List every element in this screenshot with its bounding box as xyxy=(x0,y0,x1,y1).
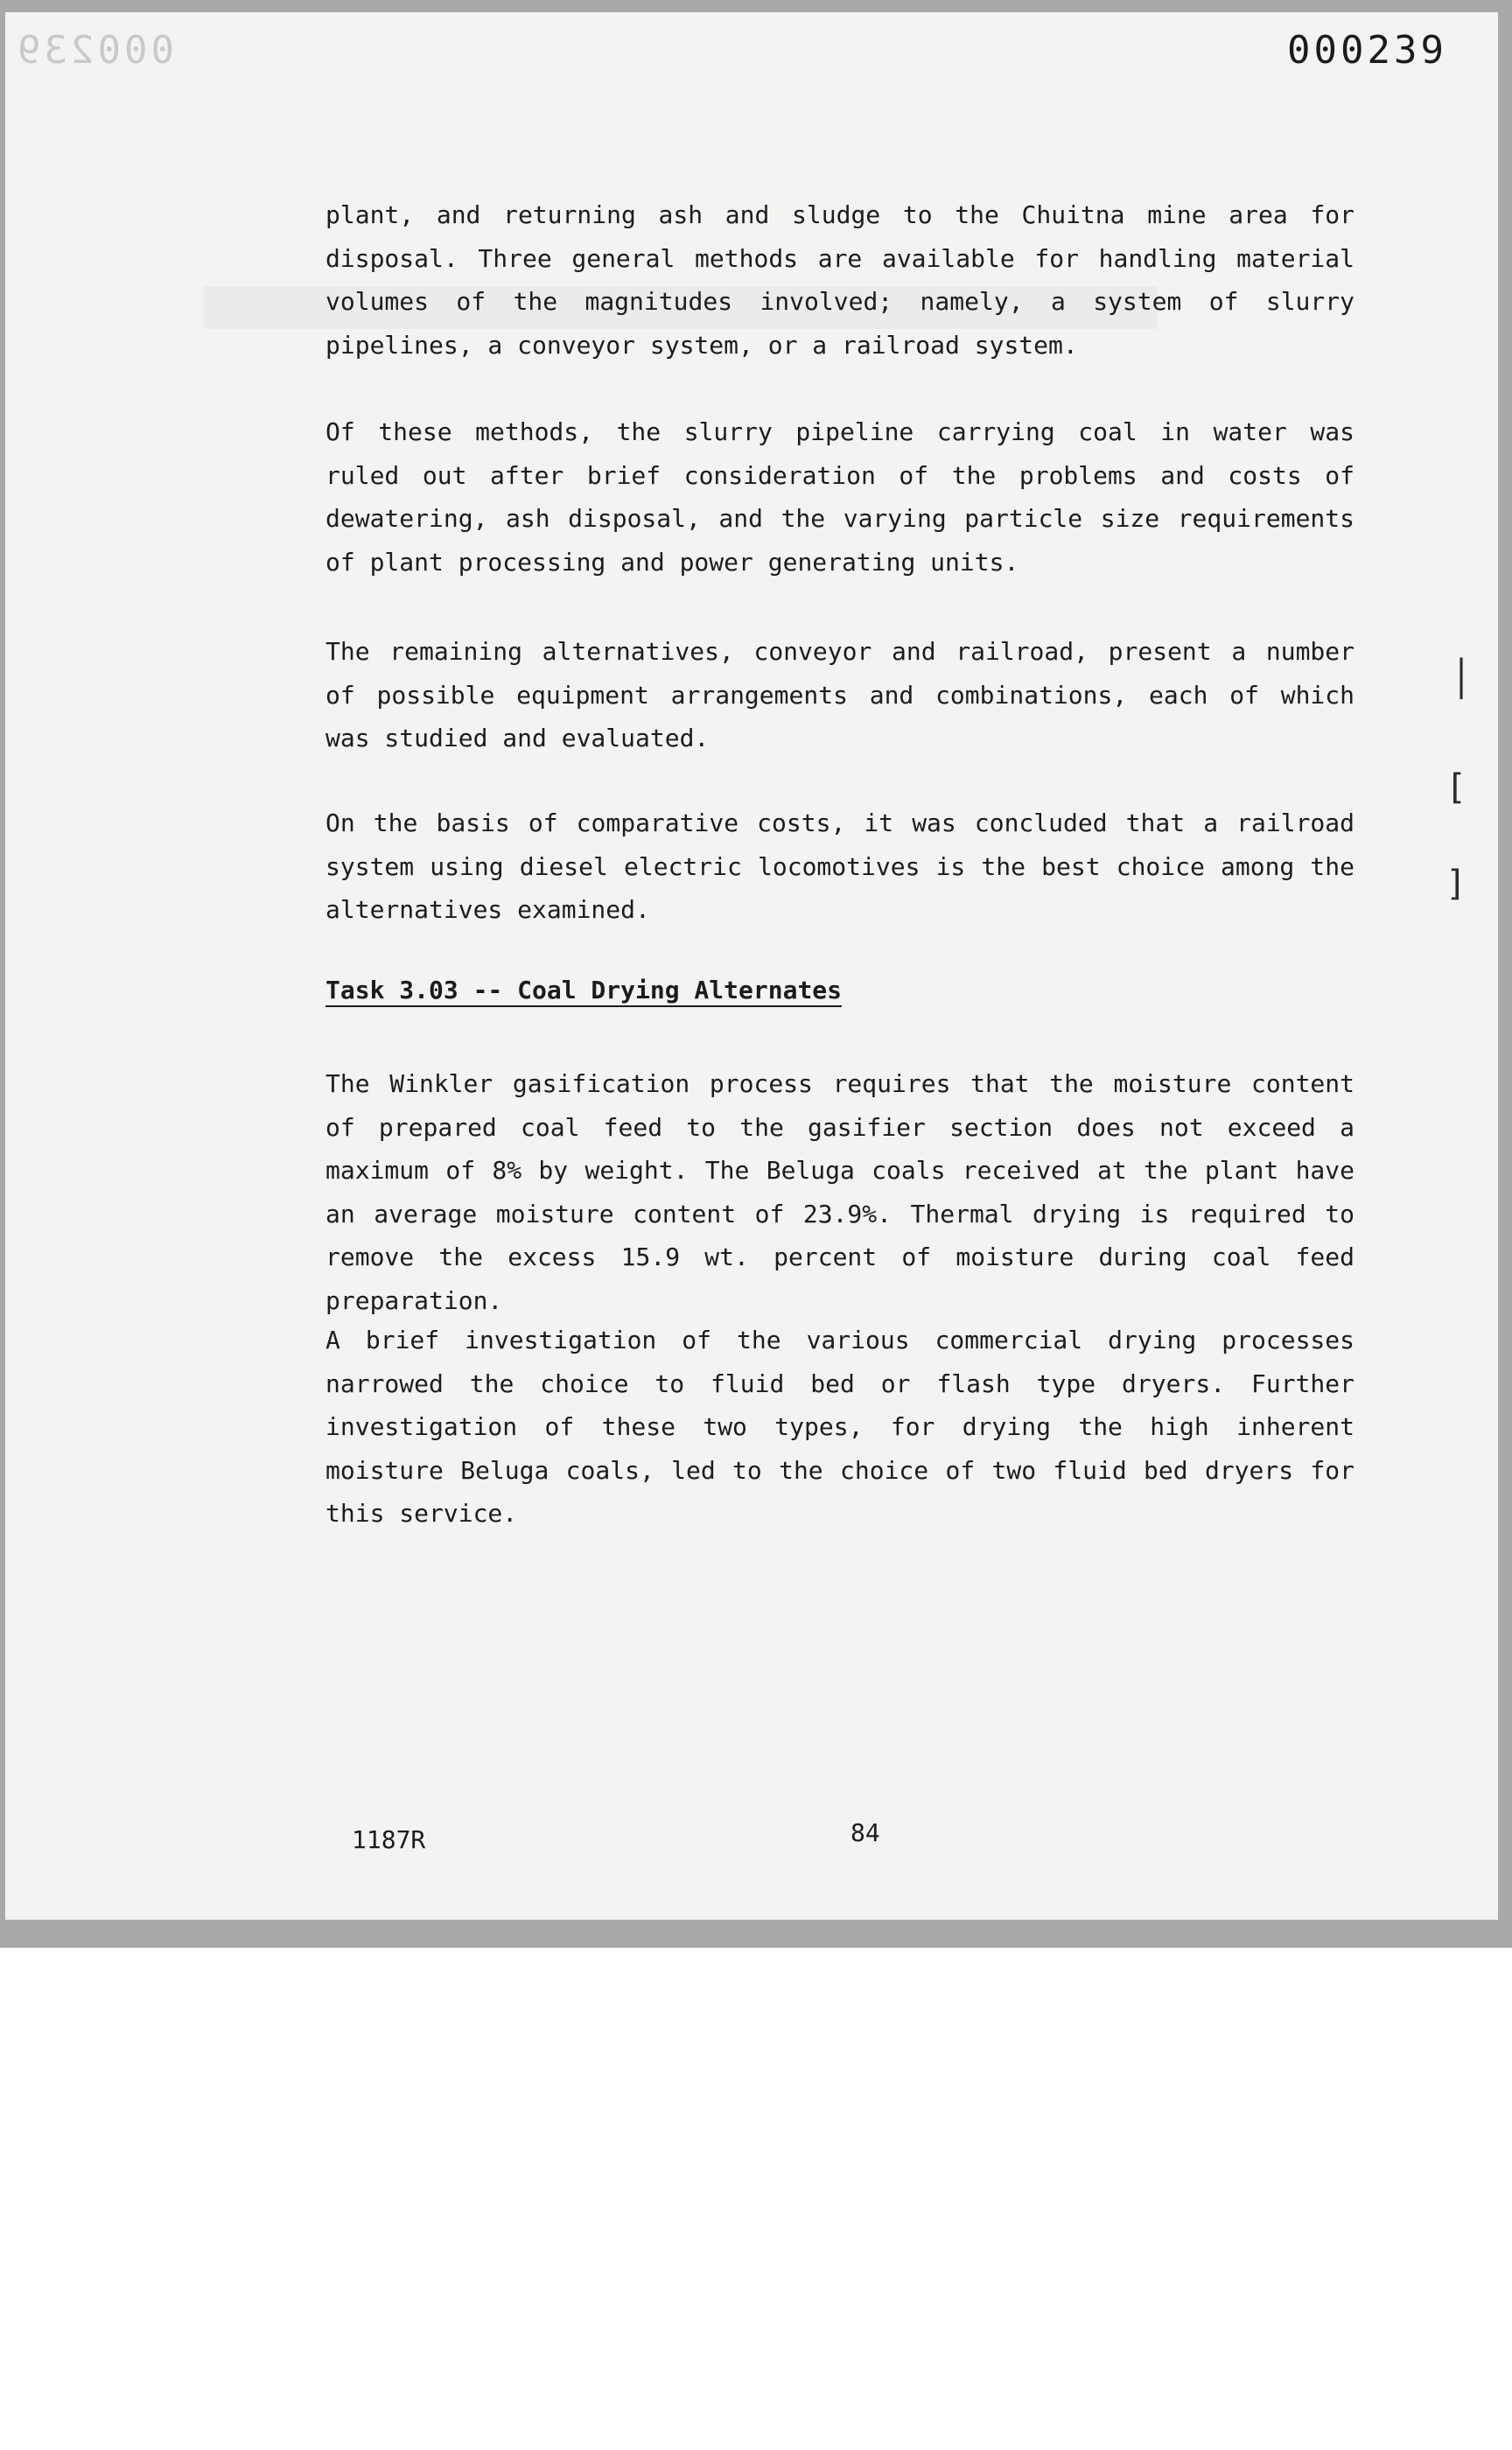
section-heading: Task 3.03 -- Coal Drying Alternates xyxy=(326,976,843,1004)
footer-document-code: 1187R xyxy=(352,1825,426,1854)
paragraph-block-3 xyxy=(326,630,1354,760)
paragraph-block-5 xyxy=(326,1062,1354,1322)
paragraph-remaining-alternatives: The remaining alternatives, conveyor and railroad, present a number of possible equipment arrangements and combinations, each of which was studied and evaluated. xyxy=(326,637,1354,752)
page-id-bleedthrough: 000239 xyxy=(14,28,174,73)
paragraph-block-1 xyxy=(326,193,1354,367)
revision-bar-3: ] xyxy=(1446,864,1467,904)
paragraph-block-4 xyxy=(326,802,1354,932)
paragraph-railroad-conclusion: On the basis of comparative costs, it was concluded that a railroad system using diesel electric locomotives is the best choice among the alternatives examined. xyxy=(326,808,1354,924)
footer-page-number: 84 xyxy=(850,1818,880,1847)
paragraph-block-2 xyxy=(326,410,1354,584)
page-id-number: 000239 xyxy=(1287,28,1447,73)
revision-bar-1: │ xyxy=(1451,659,1473,699)
paragraph-slurry-pipeline: Of these methods, the slurry pipeline carrying coal in water was ruled out after brief consideration of the problems and costs of dewatering, ash disposal, and the varying particle size requirements of plant processing and power generating units. xyxy=(326,417,1354,577)
paragraph-conveyance-methods: plant, and returning ash and sludge to the Chuitna mine area for disposal. Three general methods are available for handling material volumes of the magnitudes involved; namely, a system of slurry pipelines, a conveyor system, or a railroad system. xyxy=(326,200,1354,360)
paragraph-dryer-choice: A brief investigation of the various commercial drying processes narrowed the choice to fluid bed or flash type dryers. Further investigation of these two types, for drying the high inherent moisture Beluga coals, led to the choice of two fluid bed dryers for this service. xyxy=(326,1326,1354,1528)
paragraph-block-6 xyxy=(326,1319,1354,1536)
paragraph-winkler-moisture: The Winkler gasification process requires that the moisture content of prepared coal feed to the gasifier section does not exceed a maximum of 8% by weight. The Beluga coals received at the plant have an average moisture content of 23.9%. Thermal drying is required to remove the excess 15.9 wt. percent of moisture during coal feed preparation. xyxy=(326,1069,1354,1315)
section-heading-block xyxy=(326,973,1354,1008)
document-page xyxy=(5,12,1498,1920)
revision-bar-2: [ xyxy=(1446,767,1467,808)
